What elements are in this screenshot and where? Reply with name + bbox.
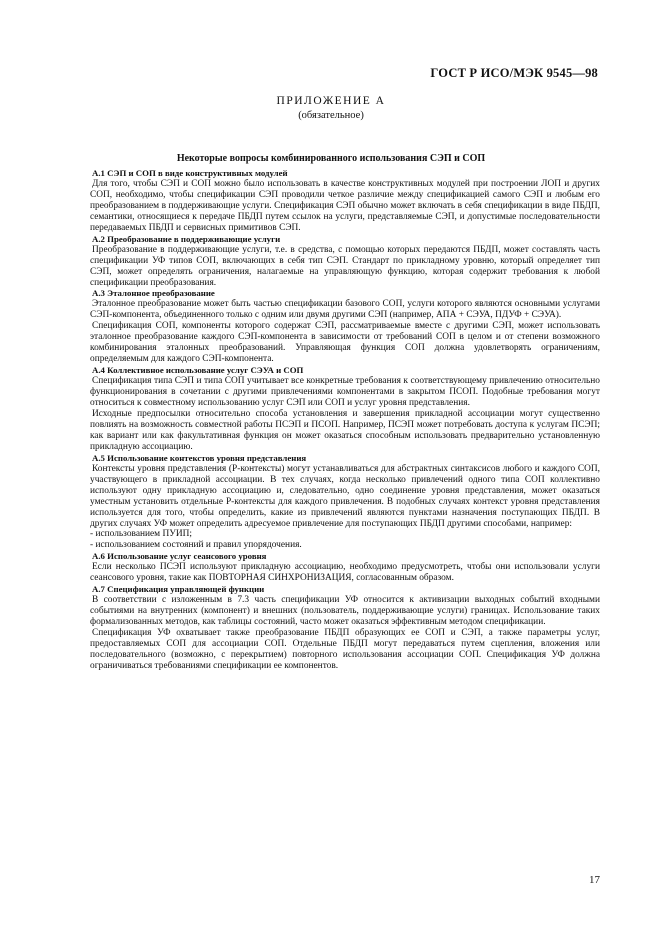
paragraph: Спецификация типа СЭП и типа СОП учитывает все конкретные требования к соответствующему привлечению относительно функционирования в сочетании с другими привлечениями компонентами в закрытом ПСОП. Подобные требования могут относиться к совместному использованию услуг СЭП или СОП и услуг уровня представления. bbox=[90, 376, 600, 409]
paragraph: Исходные предпосылки относительно способа установления и завершения прикладной ассоциации могут существенно повлиять на возможность совместной работы ПСЭП и ПСОП. Например, ПСЭП может потребовать доступа к услугам ПСЭП; как вариант или как факультативная функция он может оказаться способным использовать предварительно установленную прикладную ассоциацию. bbox=[90, 408, 600, 452]
section-heading: А.3 Эталонное преобразование bbox=[92, 288, 215, 299]
paragraph: Преобразование в поддерживающие услуги, т.е. в средства, с помощью которых передаются ПБДП, может составлять часть спецификации УФ типов СОП, включающих в себя тип СЭП. Стандарт по прикладному уровню, который определяет тип СЭП, может определять ограничения, налагаемые на управляющую функцию, которая содержит требования к любой спецификации преобразования. bbox=[90, 244, 600, 288]
paragraph: Контексты уровня представления (Р-контексты) могут устанавливаться для абстрактных синтаксисов любого и каждого СОП, участвующего в прикладной ассоциации. В тех случаях, когда несколько привлечений одного типа СОП коллективно используют одну прикладную ассоциацию и, следовательно, одно соединение уровня представления, может оказаться уместным установить отдельные Р-контексты для каждого привлечения. В подобных случаях контекст уровня представления используется для того, чтобы определить, какие из привлечений являются пунктами назначения поступающих ПБДП. В других случаях УФ может определить адресуемое привлечение для поступающих ПБДП другими способами, например: bbox=[90, 463, 600, 529]
list-item: - использованием состояний и правил упорядочения. bbox=[90, 540, 302, 551]
section-heading: А.6 Использование услуг сеансового уровня bbox=[92, 551, 267, 562]
paragraph: Спецификация СОП, компоненты которого содержат СЭП, рассматриваемые вместе с другими СЭП, может использовать эталонное преобразование каждого СЭП-компонента в зависимости от требований СОП в целом и от степени возможного комбинирования эталонных преобразований. Управляющая функция СОП должна удовлетворять ограничениям, определяемым для каждого СЭП-компонента. bbox=[90, 321, 600, 365]
page-number: 17 bbox=[589, 874, 600, 886]
section-heading: А.5 Использование контекстов уровня представления bbox=[92, 452, 307, 463]
list-item: - использованием ПУИП; bbox=[90, 529, 193, 540]
section-heading: А.1 СЭП и СОП в виде конструктивных модулей bbox=[92, 168, 288, 178]
section-heading: А.7 Спецификация управляющей функции bbox=[92, 584, 265, 595]
paragraph: Спецификация УФ охватывает также преобразование ПБДП образующих ее СОП и СЭП, а также параметры услуг, предоставляемых СОП для ассоциации СОП. Отдельные ПБДП могут передаваться путем сцепления, вложения или последовательного (возможно, с перекрытием) повторного использования ассоциации СОП. Спецификация УФ должна ограничиваться требованиями спецификации ее компонентов. bbox=[90, 628, 600, 671]
main-heading: Некоторые вопросы комбинированного использования СЭП и СОП bbox=[176, 153, 486, 164]
standard-code: ГОСТ Р ИСО/МЭК 9545—98 bbox=[430, 66, 598, 80]
section-heading: А.4 Коллективное использование услуг СЭУА и СОП bbox=[92, 365, 304, 376]
paragraph: Эталонное преобразование может быть частью спецификации базового СОП, услуги которого являются основными услугами СЭП-компонента, объединенного только с одним или двумя другими СЭП (например, АПА + СЭУА, ПДУФ + СЭУА). bbox=[90, 299, 600, 321]
section-heading: А.2 Преобразование в поддерживающие услуги bbox=[92, 233, 281, 244]
appendix-status: (обязательное) bbox=[298, 110, 364, 121]
appendix-title: ПРИЛОЖЕНИЕ А bbox=[276, 95, 386, 107]
paragraph: В соответствии с изложенным в 7.3 часть спецификации УФ относится к активизации выходных событий входными событиями на внутренних (компонент) и внешних (пользователь, поддерживающие услуги) границах. Использование таких формализованных методов, как таблицы состояний, часто может оказаться эффективным методом спецификации. bbox=[90, 595, 600, 628]
paragraph: Если несколько ПСЭП используют прикладную ассоциацию, необходимо предусмотреть, чтобы они использовали услуги сеансового уровня, такие как ПОВТОРНАЯ СИНХРОНИЗАЦИЯ, согласованным образом. bbox=[90, 562, 600, 584]
document-body bbox=[90, 168, 600, 672]
paragraph: Для того, чтобы СЭП и СОП можно было использовать в качестве конструктивных модулей при построении ЛОП и других СОП, необходимо, чтобы спецификации СЭП проводили четкое различие между спецификацией самого СЭП и любым его преобразованием в поддерживающие услуги. Спецификация СЭП обычно может включать в себя спецификации в виде ПБДП, семантики, относящиеся к передаче ПБДП путем ссылок на услуги, представляемые СЭП, и допустимые последовательности передаваемых ПБДП и сервисных примитивов СЭП. bbox=[90, 178, 600, 233]
